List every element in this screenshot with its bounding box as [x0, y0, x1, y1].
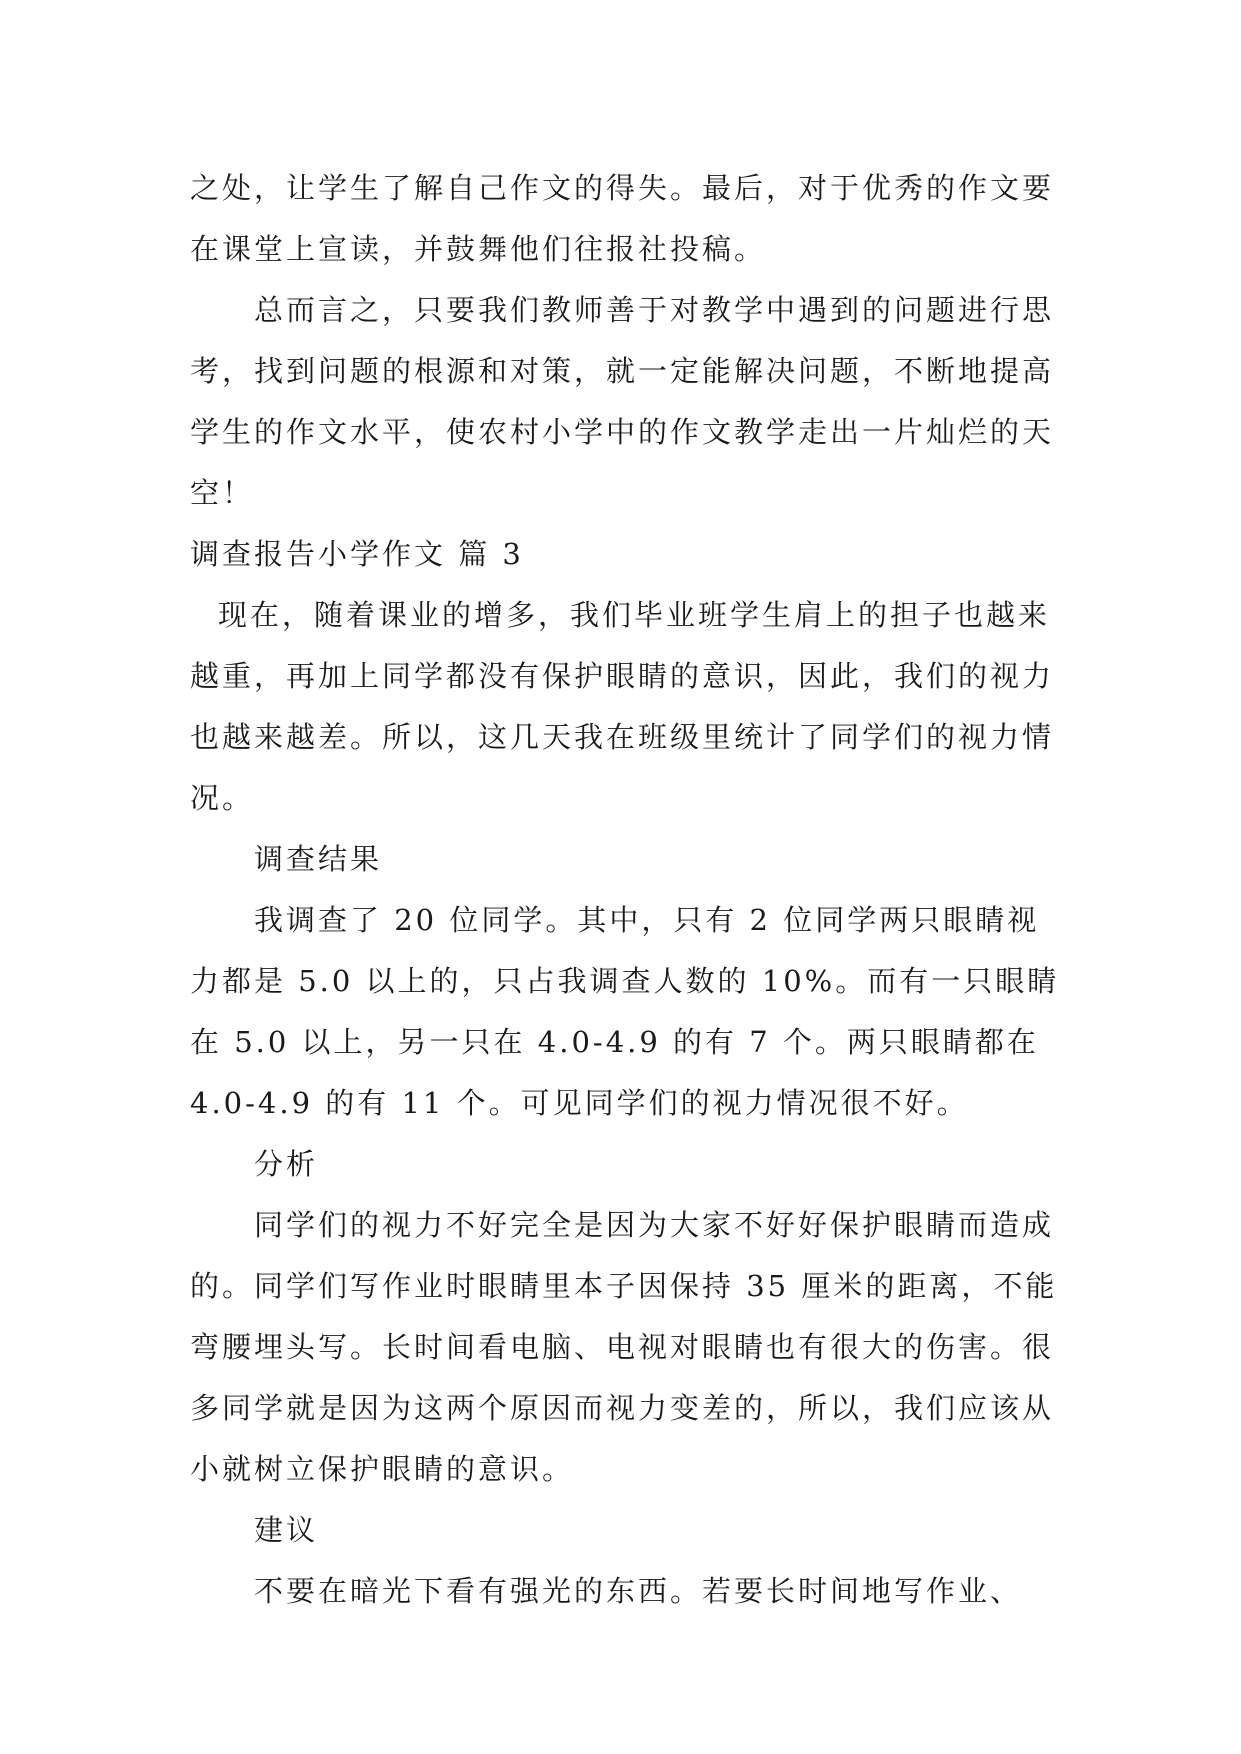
section-heading: 调查报告小学作文 篇 3 — [190, 537, 524, 571]
subheading-suggestions: 建议 — [254, 1513, 319, 1547]
paragraph-intro: 现在，随着课业的增多，我们毕业班学生肩上的担子也越来越重，再加上同学都没有保护眼睛的意识，因此，我们的视力也越来越差。所以，这几天我在班级里统计了同学们的视力情况。 — [190, 598, 1055, 815]
subheading-results: 调查结果 — [254, 842, 383, 876]
paragraph-results: 我调查了 20 位同学。其中，只有 2 位同学两只眼睛视力都是 5.0 以上的，只占我调查人数的 10%。而有一只眼睛在 5.0 以上，另一只在 4.0-4.9 的有 7 个。两只眼睛都在 4.0-4.9 的有 11 个。可见同学们的视力情况很不好。 — [190, 903, 1060, 1120]
document-body — [190, 158, 1070, 1622]
paragraph-continuation: 之处，让学生了解自己作文的得失。最后，对于优秀的作文要在课堂上宣读，并鼓舞他们往报社投稿。 — [190, 171, 1055, 266]
subheading-analysis: 分析 — [254, 1147, 319, 1181]
paragraph-analysis: 同学们的视力不好完全是因为大家不好好保护眼睛而造成的。同学们写作业时眼睛里本子因保持 35 厘米的距离，不能弯腰埋头写。长时间看电脑、电视对眼睛也有很大的伤害。很多同学就是因为这两个原因而视力变差的，所以，我们应该从小就树立保护眼睛的意识。 — [190, 1208, 1058, 1486]
paragraph-conclusion: 总而言之，只要我们教师善于对教学中遇到的问题进行思考，找到问题的根源和对策，就一定能解决问题，不断地提高学生的作文水平，使农村小学中的作文教学走出一片灿烂的天空！ — [190, 293, 1055, 510]
paragraph-suggestions: 不要在暗光下看有强光的东西。若要长时间地写作业、 — [254, 1574, 1023, 1608]
